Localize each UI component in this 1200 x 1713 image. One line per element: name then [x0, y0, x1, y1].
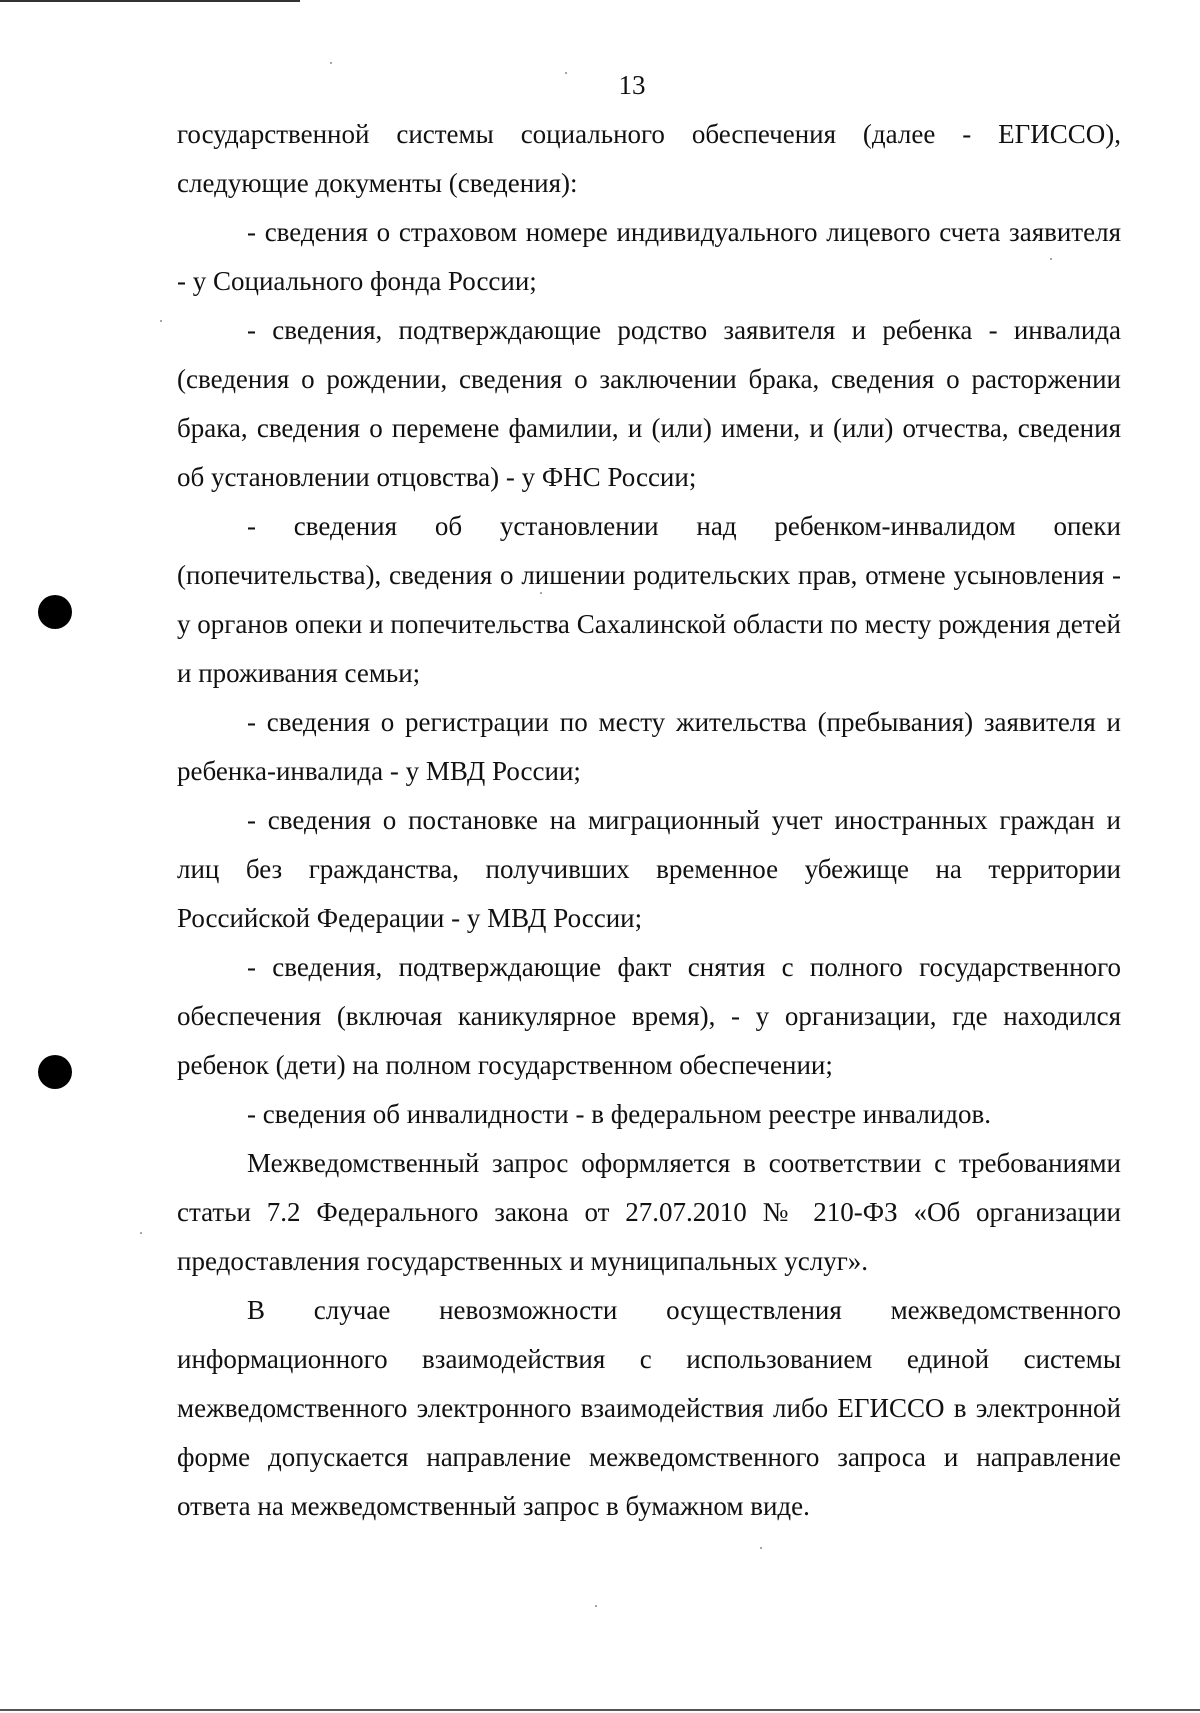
list-item-state-support: - сведения, подтверждающие факт снятия с полного государственного обеспечения (включая каникулярное время), - у организации, где находился ребенок (дети) на полном государственном обеспечении; [177, 952, 1121, 1080]
scan-speck [565, 72, 567, 74]
scan-speck [1050, 258, 1052, 260]
page-number: 13 [618, 70, 646, 100]
scan-speck [330, 62, 332, 64]
list-item-guardianship: - сведения об установлении над ребенком-инвалидом опеки (попечительства), сведения о лишении родительских прав, отмене усыновления - у органов опеки и попечительства Сахалинской области по месту рождения детей и проживания семьи; [177, 511, 1121, 688]
list-item-migration: - сведения о постановке на миграционный учет иностранных граждан и лиц без гражданства, получивших временное убежище на территории Российской Федерации - у МВД России; [177, 805, 1121, 933]
paragraph-interagency-request: Межведомственный запрос оформляется в соответствии с требованиями статьи 7.2 Федерального закона от 27.07.2010 № 210-ФЗ «Об организации предоставления государственных и муниципальных услуг». [177, 1148, 1121, 1276]
punch-hole-mark [38, 1055, 72, 1089]
scan-speck [140, 1232, 142, 1234]
list-item-disability: - сведения об инвалидности - в федеральном реестре инвалидов. [247, 1099, 992, 1129]
scan-top-edge [0, 0, 300, 2]
scan-speck [160, 320, 162, 322]
scan-bottom-edge [0, 1709, 1200, 1711]
list-item-kinship: - сведения, подтверждающие родство заявителя и ребенка - инвалида (сведения о рождении, сведения о заключении брака, сведения о расторжении брака, сведения о перемене фамилии, и (или) имени, и (или) отчества, сведения об установлении отцовства) - у ФНС России; [177, 315, 1121, 492]
paragraph-continuation: государственной системы социального обеспечения (далее - ЕГИССО), следующие документы (сведения): [177, 119, 1121, 198]
punch-hole-mark [38, 595, 72, 629]
scan-speck [540, 592, 542, 594]
list-item-snils: - сведения о страховом номере индивидуального лицевого счета заявителя - у Социального фонда России; [177, 217, 1121, 296]
paragraph-paper-form: В случае невозможности осуществления межведомственного информационного взаимодействия с использованием единой системы межведомственного электронного взаимодействия либо ЕГИССО в электронной форме допускается направление межведомственного запроса и направление ответа на межведомственный запрос в бумажном виде. [177, 1295, 1121, 1521]
document-body [177, 110, 1121, 1531]
scan-speck [760, 1547, 762, 1549]
list-item-registration: - сведения о регистрации по месту жительства (пребывания) заявителя и ребенка-инвалида - у МВД России; [177, 707, 1121, 786]
scan-speck [595, 1605, 597, 1607]
